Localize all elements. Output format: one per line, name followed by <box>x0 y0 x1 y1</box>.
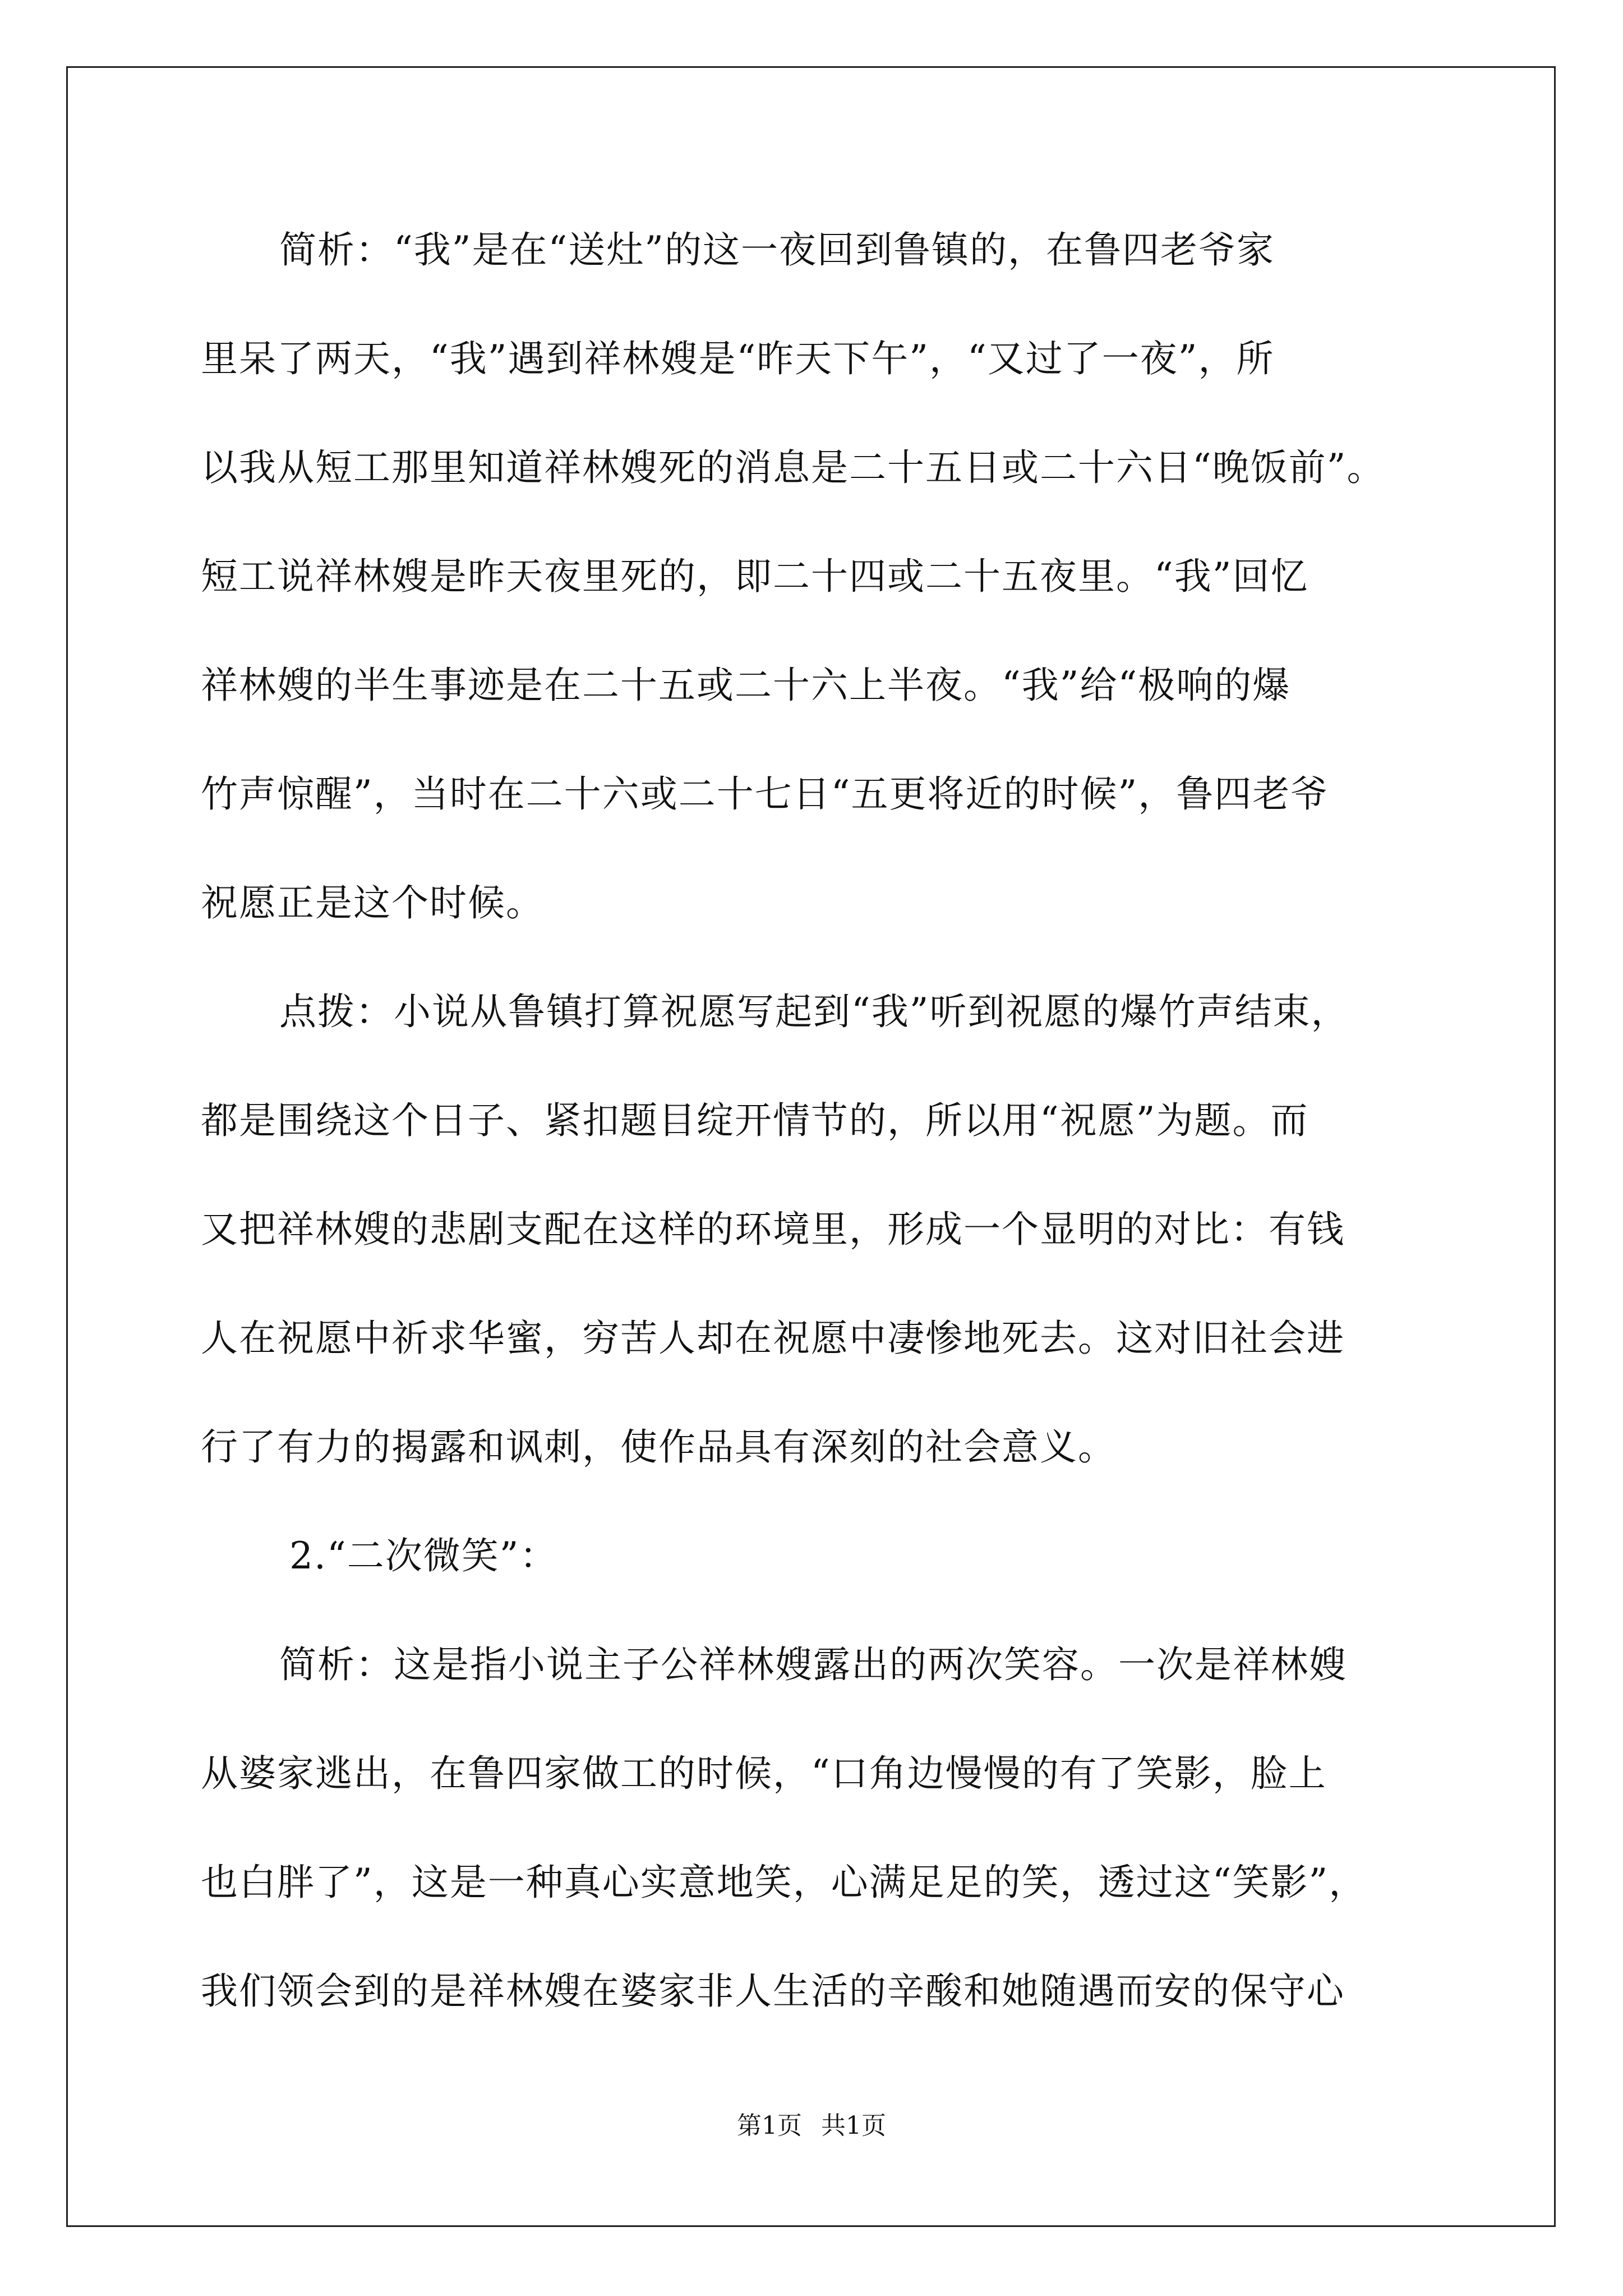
paragraph-1-line-3: 以我从短工那里知道祥林嫂死的消息是二十五日或二十六日“晚饭前”。 <box>201 446 1385 489</box>
page-total-label: 共1页 <box>821 2111 886 2140</box>
paragraph-3-line-2: 从婆家逃出，在鲁四家做工的时候，“口角边慢慢的有了笑影，脸上 <box>201 1752 1327 1795</box>
paragraph-1-line-2: 里呆了两天，“我”遇到祥林嫂是“昨天下午”，“又过了一夜”，所 <box>201 337 1275 380</box>
page-footer <box>0 2109 1623 2143</box>
paragraph-2-line-1: 点拨：小说从鲁镇打算祝愿写起到“我”听到祝愿的爆竹声结束， <box>279 990 1349 1033</box>
paragraph-1-line-7: 祝愿正是这个时候。 <box>201 881 544 924</box>
paragraph-1-line-4: 短工说祥林嫂是昨天夜里死的，即二十四或二十五夜里。“我”回忆 <box>201 555 1309 598</box>
paragraph-1-line-5: 祥林嫂的半生事迹是在二十五或二十六上半夜。“我”给“极响的爆 <box>201 664 1291 707</box>
paragraph-3-line-4: 我们领会到的是祥林嫂在婆家非人生活的辛酸和她随遇而安的保守心 <box>201 1970 1345 2013</box>
paragraph-2-line-4: 人在祝愿中祈求华蜜，穷苦人却在祝愿中凄惨地死去。这对旧社会进 <box>201 1317 1345 1360</box>
paragraph-1-line-1: 简析：“我”是在“送灶”的这一夜回到鲁镇的，在鲁四老爷家 <box>279 228 1275 272</box>
section-heading-2: 2.“二次微笑”： <box>289 1534 558 1577</box>
paragraph-2-line-2: 都是围绕这个日子、紧扣题目绽开情节的，所以用“祝愿”为题。而 <box>201 1099 1309 1142</box>
paragraph-2-line-5: 行了有力的揭露和讽刺，使作品具有深刻的社会意义。 <box>201 1425 1116 1469</box>
paragraph-3-line-1: 简析：这是指小说主子公祥林嫂露出的两次笑容。一次是祥林嫂 <box>279 1643 1347 1686</box>
paragraph-1-line-6: 竹声惊醒”，当时在二十六或二十七日“五更将近的时候”，鲁四老爷 <box>201 772 1329 816</box>
page-number-label: 第1页 <box>737 2111 802 2140</box>
paragraph-3-line-3: 也白胖了”，这是一种真心实意地笑，心满足足的笑，透过这“笑影”， <box>201 1861 1367 1904</box>
paragraph-2-line-3: 又把祥林嫂的悲剧支配在这样的环境里，形成一个显明的对比：有钱 <box>201 1208 1345 1251</box>
